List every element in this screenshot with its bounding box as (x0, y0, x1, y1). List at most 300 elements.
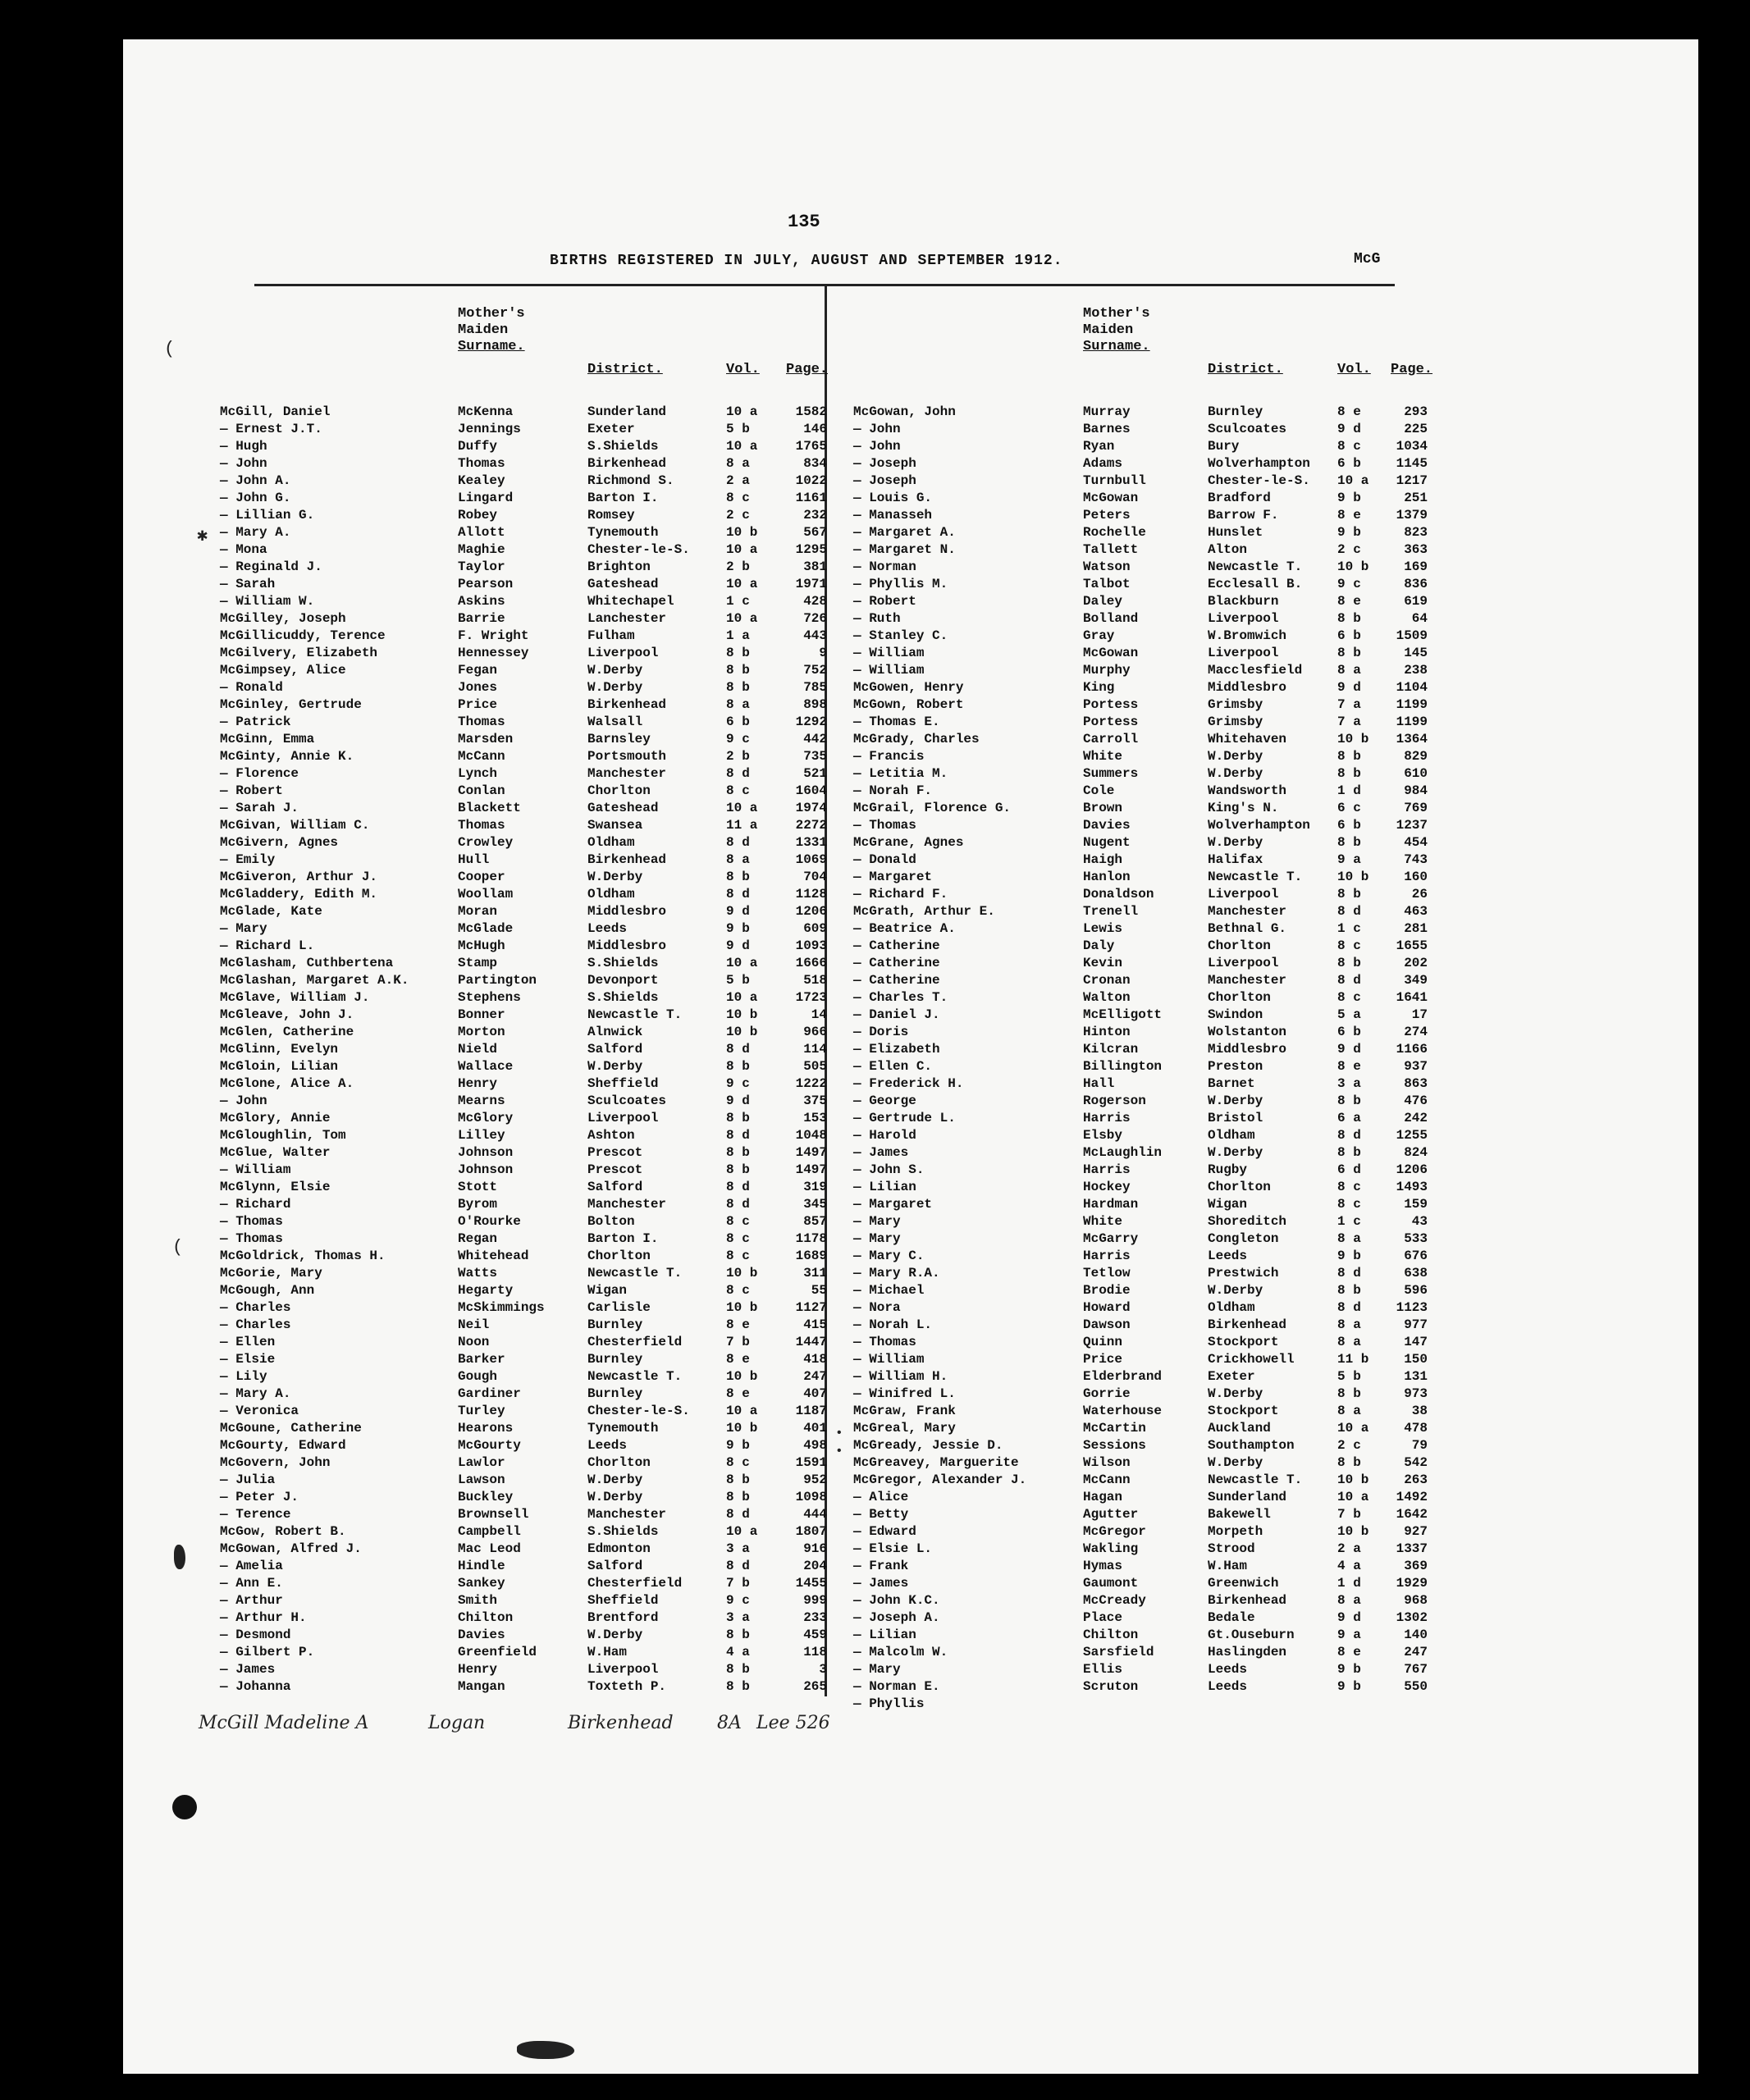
entry-name: — Hugh (220, 439, 267, 454)
volume: 8 d (1337, 904, 1361, 919)
district: Devonport (587, 973, 659, 988)
page-ref: 999 (803, 1593, 827, 1608)
entry-name: McGlory, Annie (220, 1111, 331, 1125)
mother-maiden-surname: Bonner (458, 1007, 505, 1022)
entry-name: McGreavey, Marguerite (853, 1455, 1019, 1470)
mother-maiden-surname: Kevin (1083, 956, 1123, 970)
entry-name: — Thomas (853, 818, 916, 833)
mother-maiden-surname: Hymas (1083, 1559, 1123, 1573)
district: Stockport (1208, 1335, 1279, 1349)
mother-maiden-surname: Haigh (1083, 852, 1123, 867)
volume: 8 c (726, 491, 750, 505)
mother-maiden-surname: Davies (1083, 818, 1131, 833)
page-ref: 977 (1404, 1317, 1428, 1332)
page-ref: 153 (803, 1111, 827, 1125)
entry-name: — Emily (220, 852, 276, 867)
page-ref: 836 (1404, 577, 1428, 591)
mother-maiden-surname: Nugent (1083, 835, 1131, 850)
district: King's N. (1208, 801, 1279, 815)
volume: 9 c (726, 732, 750, 746)
volume: 3 a (726, 1541, 750, 1556)
entry-name: — Catherine (853, 956, 940, 970)
mother-maiden-surname: Kilcran (1083, 1042, 1139, 1057)
volume: 1 a (726, 628, 750, 643)
bullet-mark: • (835, 1426, 843, 1440)
entry-name: McGraw, Frank (853, 1404, 956, 1418)
district: Portsmouth (587, 749, 667, 764)
asterisk-mark: ✱ (197, 526, 208, 546)
volume: 8 d (726, 835, 750, 850)
district: Newcastle T. (1208, 1472, 1303, 1487)
mother-maiden-surname: Nield (458, 1042, 498, 1057)
volume: 8 b (1337, 1145, 1361, 1160)
volume: 8 b (1337, 1093, 1361, 1108)
mother-maiden-surname: Crowley (458, 835, 514, 850)
page-ref: 752 (803, 663, 827, 678)
entry-name: — Lillian G. (220, 508, 315, 523)
entry-name: McGillicuddy, Terence (220, 628, 386, 643)
district: Gateshead (587, 801, 659, 815)
entry-name: — Norah L. (853, 1317, 933, 1332)
page-ref: 1206 (795, 904, 827, 919)
volume: 10 b (726, 525, 758, 540)
entry-name: — Michael (853, 1283, 925, 1298)
mother-maiden-surname: McGarry (1083, 1231, 1139, 1246)
page-ref: 769 (1404, 801, 1428, 815)
ink-blot (517, 2041, 574, 2059)
district: Bristol (1208, 1111, 1263, 1125)
volume: 8 b (1337, 611, 1361, 626)
district: Greenwich (1208, 1576, 1279, 1591)
mother-maiden-surname: Elsby (1083, 1128, 1123, 1143)
volume: 8 b (726, 1145, 750, 1160)
volume: 8 b (1337, 1455, 1361, 1470)
mother-maiden-surname: Sessions (1083, 1438, 1146, 1453)
mother-maiden-surname: Chilton (458, 1610, 514, 1625)
mother-maiden-surname: Barrie (458, 611, 505, 626)
district: Bradford (1208, 491, 1271, 505)
district: W.Ham (1208, 1559, 1248, 1573)
entry-name: — Richard (220, 1197, 291, 1212)
page-title: BIRTHS REGISTERED IN JULY, AUGUST AND SEPTEMBER 1912. (550, 253, 1063, 269)
volume: 8 a (1337, 1335, 1361, 1349)
district: Wolverhampton (1208, 818, 1310, 833)
district: Birkenhead (1208, 1317, 1287, 1332)
page-ref: 1689 (795, 1249, 827, 1263)
district: Toxteth P. (587, 1679, 667, 1694)
district: Chorlton (1208, 990, 1271, 1005)
mother-maiden-surname: McCready (1083, 1593, 1146, 1608)
district: W.Derby (587, 1472, 643, 1487)
page-ref: 863 (1404, 1076, 1428, 1091)
page-ref: 238 (1404, 663, 1428, 678)
volume: 10 a (726, 1524, 758, 1539)
page-ref: 1255 (1396, 1128, 1428, 1143)
mother-maiden-surname: Henry (458, 1662, 498, 1677)
mother-maiden-surname: Price (1083, 1352, 1123, 1367)
page-ref: 1493 (1396, 1180, 1428, 1194)
mother-maiden-surname: Wilson (1083, 1455, 1131, 1470)
page-ref: 533 (1404, 1231, 1428, 1246)
district: Manchester (1208, 904, 1287, 919)
district: W.Bromwich (1208, 628, 1287, 643)
district: Wolverhampton (1208, 456, 1310, 471)
page-ref: 1604 (795, 783, 827, 798)
page-ref: 418 (803, 1352, 827, 1367)
entry-name: — Ellen C. (853, 1059, 933, 1074)
entry-name: McGrath, Arthur E. (853, 904, 995, 919)
page-ref: 1161 (795, 491, 827, 505)
entry-name: — William (220, 1162, 291, 1177)
district: Salford (587, 1042, 643, 1057)
district: Chorlton (587, 1455, 651, 1470)
entry-name: — Manasseh (853, 508, 933, 523)
entry-name: — James (220, 1662, 276, 1677)
volume: 9 d (1337, 1610, 1361, 1625)
page-ref: 824 (1404, 1145, 1428, 1160)
volume: 5 b (726, 422, 750, 436)
entry-name: — John (853, 422, 901, 436)
mother-maiden-surname: McGregor (1083, 1524, 1146, 1539)
district: Fulham (587, 628, 635, 643)
index-code: McG (1354, 251, 1381, 267)
district: Barton I. (587, 1231, 659, 1246)
volume: 8 d (726, 1042, 750, 1057)
mother-maiden-surname: Billington (1083, 1059, 1163, 1074)
page-ref: 1093 (795, 938, 827, 953)
district: Morpeth (1208, 1524, 1263, 1539)
mother-maiden-surname: Scruton (1083, 1679, 1139, 1694)
page-ref: 834 (803, 456, 827, 471)
page-ref: 1206 (1396, 1162, 1428, 1177)
district: Oldham (1208, 1128, 1255, 1143)
volume: 1 c (726, 594, 750, 609)
entry-name: McGlone, Alice A. (220, 1076, 354, 1091)
entry-name: — Frank (853, 1559, 909, 1573)
volume: 8 a (1337, 663, 1361, 678)
page-ref: 1034 (1396, 439, 1428, 454)
mother-maiden-surname: Jennings (458, 422, 521, 436)
mother-maiden-surname: Gaumont (1083, 1576, 1139, 1591)
entry-name: McGlave, William J. (220, 990, 370, 1005)
volume: 9 d (1337, 1042, 1361, 1057)
mother-maiden-surname: Whitehead (458, 1249, 529, 1263)
volume: 6 b (1337, 456, 1361, 471)
district: Chester-le-S. (587, 1404, 690, 1418)
page-ref: 1497 (795, 1145, 827, 1160)
mother-maiden-surname: Thomas (458, 456, 505, 471)
entry-name: — Richard L. (220, 938, 315, 953)
district: Birkenhead (587, 697, 667, 712)
page-ref: 55 (811, 1283, 827, 1298)
district: Birkenhead (587, 852, 667, 867)
district: Chesterfield (587, 1335, 683, 1349)
entry-name: — Elizabeth (853, 1042, 940, 1057)
mother-maiden-surname: Jones (458, 680, 498, 695)
mother-maiden-surname: Davies (458, 1628, 505, 1642)
district: Walsall (587, 714, 643, 729)
district: Newcastle T. (1208, 559, 1303, 574)
volume: 9 b (1337, 491, 1361, 505)
entry-name: — Phyllis M. (853, 577, 948, 591)
page-ref: 1974 (795, 801, 827, 815)
district: Sunderland (1208, 1490, 1287, 1504)
page-ref: 1331 (795, 835, 827, 850)
page-ref: 1302 (1396, 1610, 1428, 1625)
mother-maiden-surname: Johnson (458, 1162, 514, 1177)
entry-name: — Desmond (220, 1628, 291, 1642)
mother-maiden-surname: F. Wright (458, 628, 529, 643)
entry-name: — Edward (853, 1524, 916, 1539)
mother-maiden-surname: Rochelle (1083, 525, 1146, 540)
entry-name: — Ruth (853, 611, 901, 626)
page-ref: 147 (1404, 1335, 1428, 1349)
mother-maiden-surname: White (1083, 749, 1123, 764)
page-ref: 1455 (795, 1576, 827, 1591)
mother-maiden-surname: Cole (1083, 783, 1115, 798)
page-ref: 704 (803, 870, 827, 884)
entry-name: — Margaret A. (853, 525, 956, 540)
entry-name: — Thomas (220, 1214, 283, 1229)
entry-name: McGimpsey, Alice (220, 663, 346, 678)
page-ref: 984 (1404, 783, 1428, 798)
volume: 8 b (726, 680, 750, 695)
entry-name: McGreal, Mary (853, 1421, 956, 1436)
volume: 8 c (726, 1214, 750, 1229)
volume: 7 b (1337, 1507, 1361, 1522)
district: Macclesfield (1208, 663, 1303, 678)
entry-name: McGill, Daniel (220, 404, 331, 419)
district: Brighton (587, 559, 651, 574)
district: S.Shields (587, 439, 659, 454)
mother-maiden-surname: Price (458, 697, 498, 712)
page-ref: 518 (803, 973, 827, 988)
entry-name: — Terence (220, 1507, 291, 1522)
district: W.Derby (587, 870, 643, 884)
volume: 2 c (726, 508, 750, 523)
page-ref: 968 (1404, 1593, 1428, 1608)
mother-maiden-surname: Conlan (458, 783, 505, 798)
page-ref: 857 (803, 1214, 827, 1229)
district: Middlesbro (1208, 1042, 1287, 1057)
district: Stockport (1208, 1404, 1279, 1418)
page-ref: 1765 (795, 439, 827, 454)
district: Burnley (1208, 404, 1263, 419)
page-ref: 1022 (795, 473, 827, 488)
mother-maiden-surname: McSkimmings (458, 1300, 545, 1315)
volume: 6 a (1337, 1111, 1361, 1125)
mother-maiden-surname: Hardman (1083, 1197, 1139, 1212)
volume: 8 e (1337, 508, 1361, 523)
district-header: District. (1208, 362, 1283, 377)
page-ref: 973 (1404, 1386, 1428, 1401)
district: W.Ham (587, 1645, 628, 1659)
district: Middlesbro (587, 904, 667, 919)
volume: 8 b (1337, 1386, 1361, 1401)
volume: 9 d (1337, 422, 1361, 436)
district: Newcastle T. (587, 1369, 683, 1384)
mother-maiden-surname: Agutter (1083, 1507, 1139, 1522)
entry-name: McGloughlin, Tom (220, 1128, 346, 1143)
volume: 10 b (726, 1421, 758, 1436)
district: Leeds (1208, 1249, 1248, 1263)
entry-name: — Louis G. (853, 491, 933, 505)
district: Wolstanton (1208, 1025, 1287, 1039)
mother-maiden-surname: Thomas (458, 818, 505, 833)
page-ref: 443 (803, 628, 827, 643)
volume: 6 b (1337, 818, 1361, 833)
entry-name: McGivan, William C. (220, 818, 370, 833)
volume: 9 d (1337, 680, 1361, 695)
entry-name: — Mary (220, 921, 267, 936)
entry-name: — Margaret (853, 1197, 933, 1212)
mother-maiden-surname: Johnson (458, 1145, 514, 1160)
entry-name: McGlinn, Evelyn (220, 1042, 339, 1057)
district: W.Derby (1208, 1145, 1263, 1160)
district: Strood (1208, 1541, 1255, 1556)
handwritten-mother: Logan (428, 1713, 486, 1733)
volume: 10 b (726, 1369, 758, 1384)
mother-maiden-surname: Sarsfield (1083, 1645, 1154, 1659)
bullet-mark: • (835, 1444, 843, 1459)
volume: 8 b (1337, 646, 1361, 660)
district: Chorlton (587, 783, 651, 798)
page-ref: 345 (803, 1197, 827, 1212)
mother-maiden-surname: Duffy (458, 439, 498, 454)
page-ref: 1098 (795, 1490, 827, 1504)
district: Barton I. (587, 491, 659, 505)
mother-maiden-surname: White (1083, 1214, 1123, 1229)
district: Middlesbro (1208, 680, 1287, 695)
entry-name: — William (853, 646, 925, 660)
vol-header: Vol. (1337, 362, 1371, 377)
entry-name: — Harold (853, 1128, 916, 1143)
page-ref: 1237 (1396, 818, 1428, 833)
mother-maiden-surname: Cronan (1083, 973, 1131, 988)
district: Ecclesall B. (1208, 577, 1303, 591)
entry-name: — John K.C. (853, 1593, 940, 1608)
district: S.Shields (587, 1524, 659, 1539)
page-ref: 64 (1411, 611, 1428, 626)
page-ref: 1379 (1396, 508, 1428, 523)
district: Swansea (587, 818, 643, 833)
mother-maiden-surname: Moran (458, 904, 498, 919)
page-ref: 1199 (1396, 714, 1428, 729)
volume: 7 a (1337, 697, 1361, 712)
page-ref: 1666 (795, 956, 827, 970)
page-ref: 823 (1404, 525, 1428, 540)
volume: 8 b (726, 1162, 750, 1177)
page-ref: 1509 (1396, 628, 1428, 643)
mother-maiden-surname: Hanlon (1083, 870, 1131, 884)
mother-maiden-surname: Buckley (458, 1490, 514, 1504)
mother-maiden-surname: Mearns (458, 1093, 505, 1108)
entry-name: — Robert (220, 783, 283, 798)
page-ref: 521 (803, 766, 827, 781)
page-ref: 966 (803, 1025, 827, 1039)
entry-name: — Sarah (220, 577, 276, 591)
mother-maiden-surname-header: Mother's Maiden Surname. (458, 306, 525, 354)
page-ref: 43 (1411, 1214, 1428, 1229)
district: Chesterfield (587, 1576, 683, 1591)
district: Newcastle T. (587, 1266, 683, 1281)
page-ref: 478 (1404, 1421, 1428, 1436)
entry-name: — Norman E. (853, 1679, 940, 1694)
entry-name: — Lily (220, 1369, 267, 1384)
mother-maiden-surname: Maghie (458, 542, 505, 557)
page-ref: 542 (1404, 1455, 1428, 1470)
volume: 8 c (1337, 1180, 1361, 1194)
vol-header: Vol. (726, 362, 760, 377)
mother-maiden-surname: Smith (458, 1593, 498, 1608)
volume: 8 b (1337, 749, 1361, 764)
volume: 8 d (726, 1507, 750, 1522)
page-ref: 610 (1404, 766, 1428, 781)
volume: 8 d (726, 1559, 750, 1573)
district: Oldham (587, 835, 635, 850)
volume: 9 c (726, 1593, 750, 1608)
volume: 1 c (1337, 1214, 1361, 1229)
district: W.Derby (1208, 1093, 1263, 1108)
page-ref: 1127 (795, 1300, 827, 1315)
page-ref: 251 (1404, 491, 1428, 505)
margin-tick-mark: ( (164, 339, 176, 359)
mother-maiden-surname: Turley (458, 1404, 505, 1418)
volume: 8 b (726, 646, 750, 660)
entry-name: — John (220, 1093, 267, 1108)
district: Lanchester (587, 611, 667, 626)
page-ref: 937 (1404, 1059, 1428, 1074)
mother-maiden-surname: Donaldson (1083, 887, 1154, 902)
margin-tick-mark: ( (172, 1237, 184, 1258)
page-ref: 927 (1404, 1524, 1428, 1539)
volume: 8 b (726, 1472, 750, 1487)
page-ref: 232 (803, 508, 827, 523)
entry-name: McGilvery, Elizabeth (220, 646, 378, 660)
entry-name: McGlade, Kate (220, 904, 322, 919)
entry-name: — Francis (853, 749, 925, 764)
volume: 10 a (726, 611, 758, 626)
volume: 8 b (726, 663, 750, 678)
district: Auckland (1208, 1421, 1271, 1436)
district: Alnwick (587, 1025, 643, 1039)
volume: 11 a (726, 818, 758, 833)
volume: 10 b (726, 1266, 758, 1281)
page-ref: 444 (803, 1507, 827, 1522)
page-ref: 407 (803, 1386, 827, 1401)
volume: 8 a (726, 456, 750, 471)
district: Hunslet (1208, 525, 1263, 540)
district: Carlisle (587, 1300, 651, 1315)
page-ref: 1187 (795, 1404, 827, 1418)
entry-name: — Donald (853, 852, 916, 867)
volume: 4 a (726, 1645, 750, 1659)
volume: 8 b (726, 1662, 750, 1677)
mother-maiden-surname: Mac Leod (458, 1541, 521, 1556)
mother-maiden-surname: McHugh (458, 938, 505, 953)
mother-maiden-surname: Mangan (458, 1679, 505, 1694)
page-ref: 1929 (1396, 1576, 1428, 1591)
page-number: 135 (788, 212, 820, 232)
entry-name: — Veronica (220, 1404, 299, 1418)
volume: 8 e (726, 1317, 750, 1332)
district: Whitehaven (1208, 732, 1287, 746)
district: Liverpool (1208, 646, 1279, 660)
mother-maiden-surname: Lawson (458, 1472, 505, 1487)
entry-name: — Thomas (220, 1231, 283, 1246)
volume: 4 a (1337, 1559, 1361, 1573)
district: Ashton (587, 1128, 635, 1143)
